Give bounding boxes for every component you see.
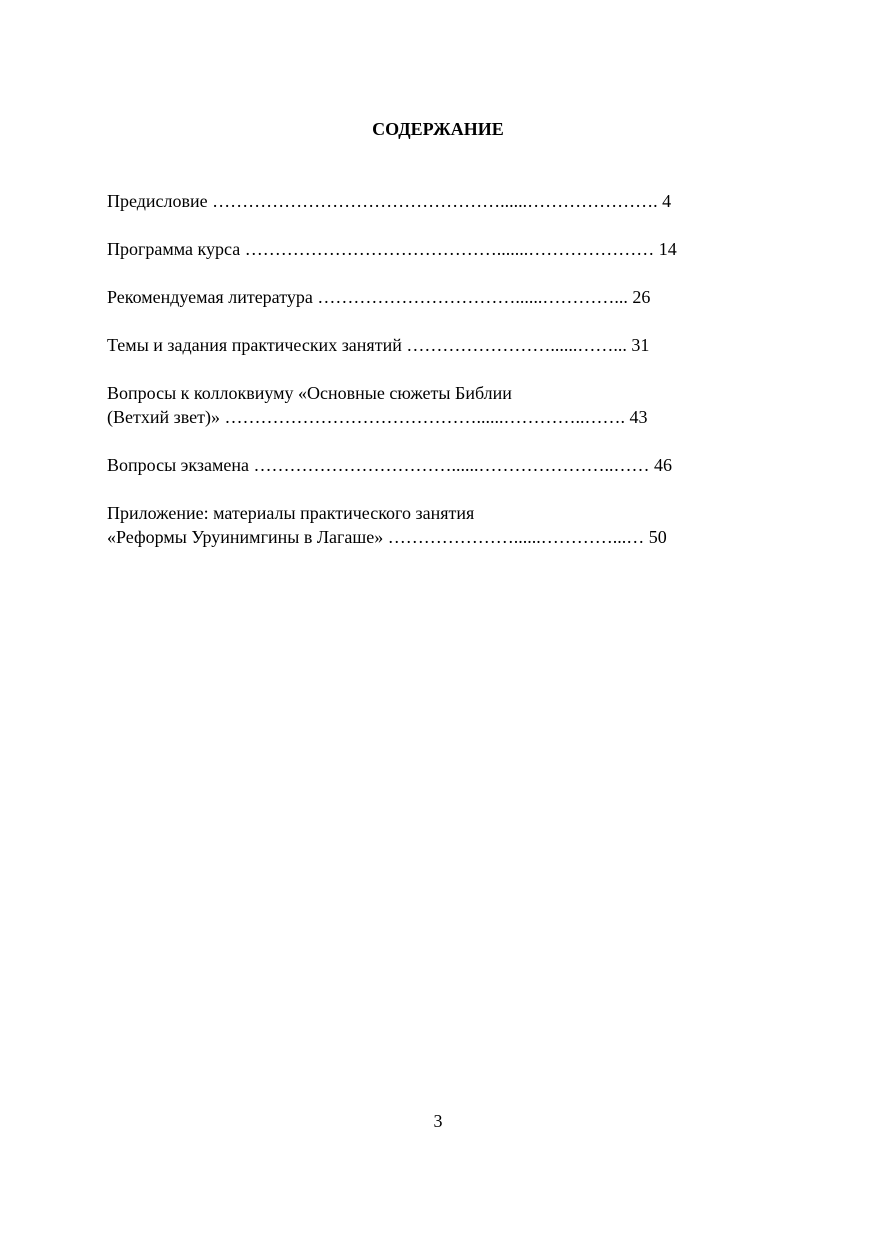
toc-entry-line: Вопросы экзамена ……………………………......…………………..…… 46 <box>107 455 673 475</box>
toc-entry-line: Приложение: материалы практического занятия <box>107 503 475 523</box>
table-of-contents-heading: СОДЕРЖАНИЕ <box>372 119 504 139</box>
page-number: 3 <box>433 1111 443 1131</box>
toc-entry-line: Вопросы к коллоквиуму «Основные сюжеты Библии <box>107 383 512 403</box>
toc-entry-recommended-literature <box>107 285 769 309</box>
toc-entry-appendix <box>107 501 769 549</box>
toc-entry-line: Рекомендуемая литература ……………………………......…………... 26 <box>107 287 651 307</box>
toc-entry-line: (Ветхий звет)» ……………………………………......…………..……. 43 <box>107 407 648 427</box>
toc-entry-course-program <box>107 237 769 261</box>
toc-entry-exam-questions <box>107 453 769 477</box>
toc-entry-line: Предисловие …………………………………………......…………………. 4 <box>107 191 672 211</box>
toc-entry-line: Программа курса …………………………………….......………………… 14 <box>107 239 677 259</box>
toc-entry-line: Темы и задания практических занятий ……………………......……... 31 <box>107 335 650 355</box>
table-of-contents <box>107 189 769 573</box>
toc-entry-practical-topics <box>107 333 769 357</box>
toc-entry-colloquium-questions <box>107 381 769 429</box>
toc-entry-preface <box>107 189 769 213</box>
toc-entry-line: «Реформы Уруинимгины в Лагаше» …………………......…………...… 50 <box>107 527 667 547</box>
